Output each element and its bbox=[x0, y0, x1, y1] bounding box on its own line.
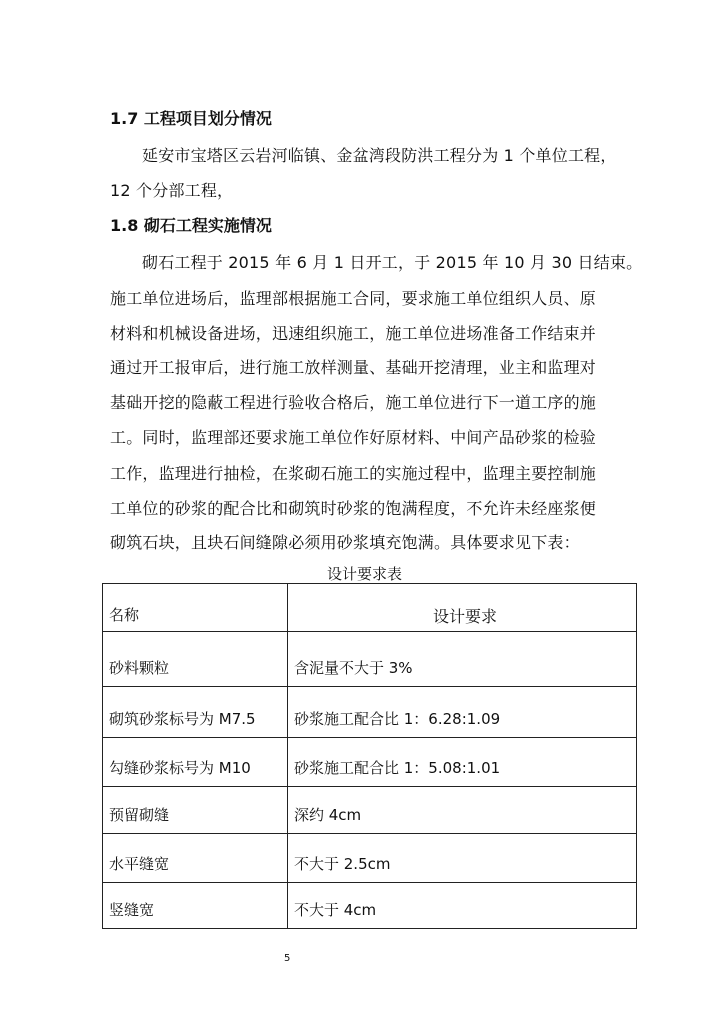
design-requirements-table bbox=[102, 583, 637, 929]
table-header-row bbox=[103, 584, 637, 632]
row-requirement-cell: 不大于 2.5cm bbox=[288, 834, 637, 883]
table-row bbox=[103, 834, 637, 883]
header-name-cell: 名称 bbox=[103, 584, 288, 632]
row-requirement-cell: 砂浆施工配合比 1：5.08:1.01 bbox=[288, 738, 637, 787]
header-requirement-cell: 设计要求 bbox=[288, 584, 637, 632]
paragraph-line: 基础开挖的隐蔽工程进行验收合格后，施工单位进行下一道工序的施 bbox=[110, 393, 597, 412]
paragraph-line: 砌石工程于 2015 年 6 月 1 日开工，于 2015 年 10 月 30 日结束。 bbox=[142, 253, 643, 272]
paragraph-line: 材料和机械设备进场，迅速组织施工，施工单位进场准备工作结束并 bbox=[110, 324, 597, 343]
page-number: 5 bbox=[284, 953, 291, 964]
paragraph-line: 施工单位进场后，监理部根据施工合同，要求施工单位组织人员、原 bbox=[110, 289, 597, 308]
paragraph-line: 工。同时，监理部还要求施工单位作好原材料、中间产品砂浆的检验 bbox=[110, 428, 597, 447]
paragraph-line: 工单位的砂浆的配合比和砌筑时砂浆的饱满程度，不允许未经座浆便 bbox=[110, 499, 597, 518]
row-name-cell: 预留砌缝 bbox=[103, 787, 288, 834]
paragraph-line: 延安市宝塔区云岩河临镇、金盆湾段防洪工程分为 1 个单位工程， bbox=[142, 146, 617, 165]
paragraph-line: 砌筑石块，且块石间缝隙必须用砂浆填充饱满。具体要求见下表： bbox=[110, 533, 580, 552]
row-requirement-cell: 含泥量不大于 3% bbox=[288, 632, 637, 687]
table-row bbox=[103, 787, 637, 834]
table-caption: 设计要求表 bbox=[327, 565, 403, 583]
row-name-cell: 砂料颗粒 bbox=[103, 632, 288, 687]
section-1-7-heading: 1.7 工程项目划分情况 bbox=[110, 109, 272, 128]
row-name-cell: 水平缝宽 bbox=[103, 834, 288, 883]
row-name-cell: 勾缝砂浆标号为 M10 bbox=[103, 738, 288, 787]
table-row bbox=[103, 883, 637, 929]
table-row bbox=[103, 632, 637, 687]
row-name-cell: 竖缝宽 bbox=[103, 883, 288, 929]
row-name-cell: 砌筑砂浆标号为 M7.5 bbox=[103, 687, 288, 738]
table-row bbox=[103, 687, 637, 738]
paragraph-line: 工作，监理进行抽检，在浆砌石施工的实施过程中，监理主要控制施 bbox=[110, 464, 597, 483]
row-requirement-cell: 深约 4cm bbox=[288, 787, 637, 834]
paragraph-line: 12 个分部工程， bbox=[110, 181, 234, 200]
paragraph-line: 通过开工报审后，进行施工放样测量、基础开挖清理，业主和监理对 bbox=[110, 358, 597, 377]
table-row bbox=[103, 738, 637, 787]
row-requirement-cell: 不大于 4cm bbox=[288, 883, 637, 929]
row-requirement-cell: 砂浆施工配合比 1：6.28:1.09 bbox=[288, 687, 637, 738]
section-1-8-heading: 1.8 砌石工程实施情况 bbox=[110, 216, 272, 235]
